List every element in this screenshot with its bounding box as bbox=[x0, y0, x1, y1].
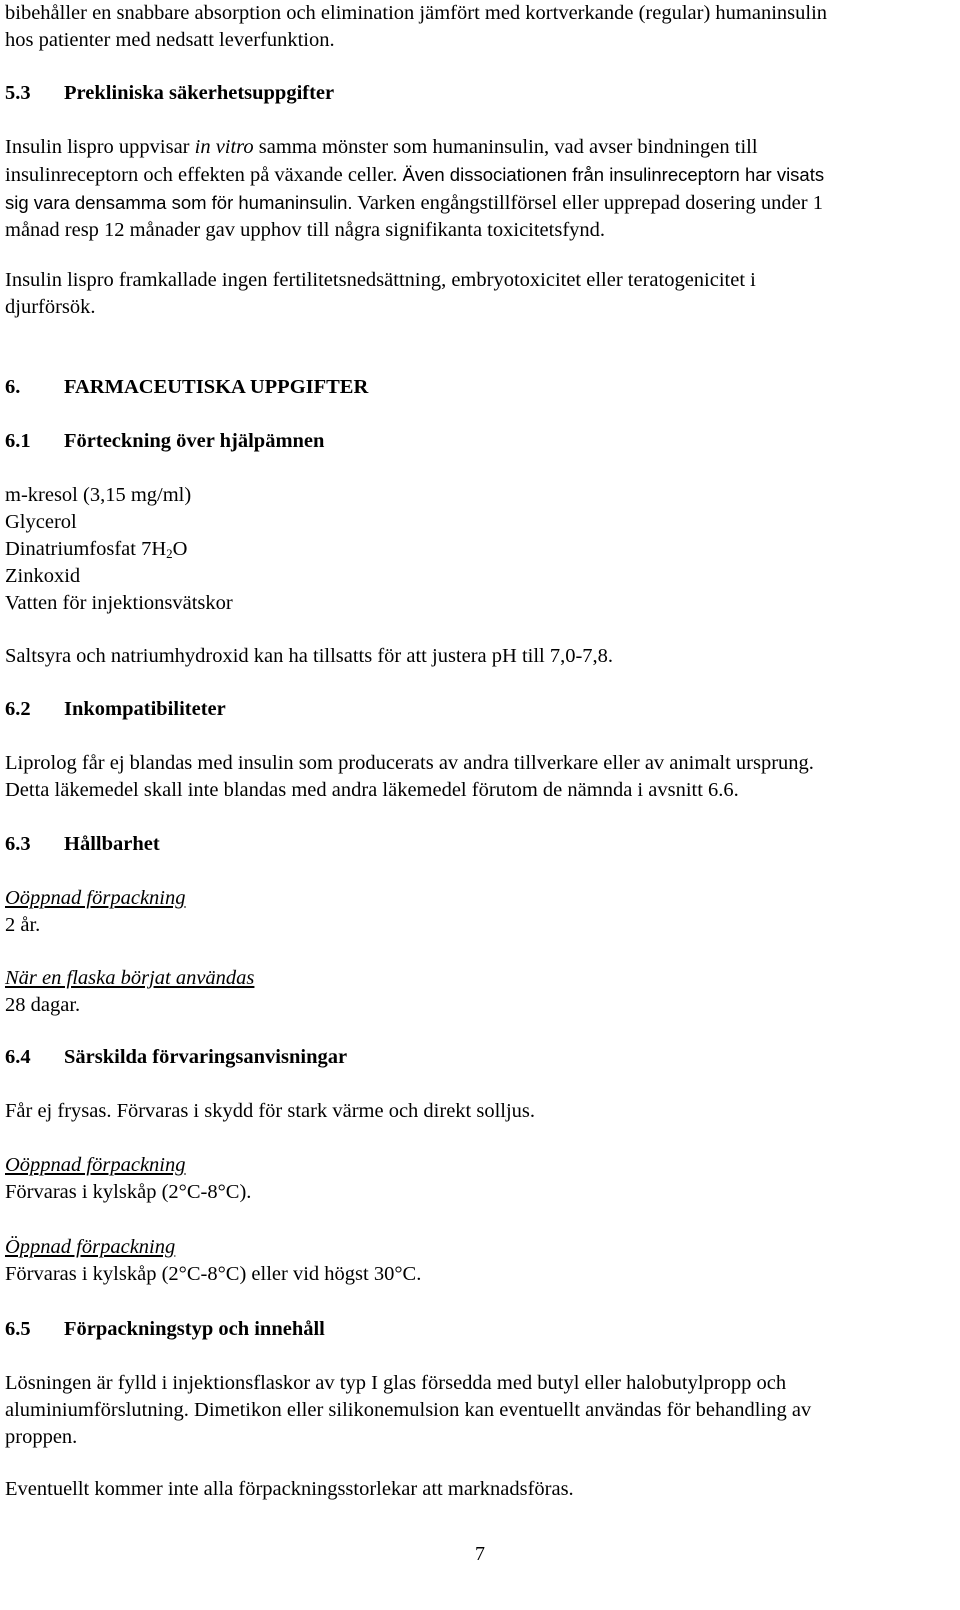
s53-p1-l3b: Varken engångstillförsel eller upprepad dosering under 1 bbox=[352, 192, 823, 214]
section-6-5-paragraph-1 bbox=[5, 1370, 811, 1451]
section-6-3-title: Hållbarhet bbox=[64, 833, 160, 855]
s65-p1-line-1: Lösningen är fylld i injektionsflaskor av typ I glas försedda med butyl eller halobutylpropp och bbox=[5, 1372, 787, 1394]
section-6-1-number: 6.1 bbox=[5, 430, 31, 452]
section-6-2-number: 6.2 bbox=[5, 698, 31, 720]
section-6-3-heading bbox=[5, 831, 160, 858]
section-6-number: 6. bbox=[5, 376, 21, 398]
excipient-item-3-main: Dinatriumfosfat 7H bbox=[5, 538, 167, 560]
intro-line-2: hos patienter med nedsatt leverfunktion. bbox=[5, 29, 335, 51]
section-6-2-heading bbox=[5, 696, 226, 723]
excipient-item: Zinkoxid bbox=[5, 565, 81, 587]
s53-p2-line-1: Insulin lispro framkallade ingen fertilitetsnedsättning, embryotoxicitet eller teratogenicitet i bbox=[5, 269, 756, 291]
s62-line-2: Detta läkemedel skall inte blandas med andra läkemedel förutom de nämnda i avsnitt 6.6. bbox=[5, 779, 739, 801]
section-6-5-paragraph-2: Eventuellt kommer inte alla förpackningsstorlekar att marknadsföras. bbox=[5, 1478, 574, 1500]
section-6-1-title: Förteckning över hjälpämnen bbox=[64, 430, 325, 452]
section-6-2-paragraph bbox=[5, 750, 814, 804]
excipient-item-3-subscript: 2 bbox=[166, 546, 173, 561]
shelf-life-in-use bbox=[5, 965, 254, 1019]
shelf-life-unopened-value: 2 år. bbox=[5, 914, 41, 936]
excipient-item: m-kresol (3,15 mg/ml) bbox=[5, 484, 192, 506]
s53-p1-line-2 bbox=[5, 161, 824, 189]
section-6-3-number: 6.3 bbox=[5, 833, 31, 855]
section-6-4-title: Särskilda förvaringsanvisningar bbox=[64, 1046, 348, 1068]
storage-unopened-value: Förvaras i kylskåp (2°C-8°C). bbox=[5, 1181, 252, 1203]
shelf-life-in-use-value: 28 dagar. bbox=[5, 994, 81, 1016]
section-5-3-paragraph-1 bbox=[5, 134, 824, 244]
s53-p1-line-3 bbox=[5, 189, 824, 217]
excipient-item: Glycerol bbox=[5, 511, 77, 533]
section-5-3-title: Prekliniska säkerhetsuppgifter bbox=[64, 82, 335, 104]
section-6-heading bbox=[5, 374, 368, 401]
s53-p1-l2b: Även dissociationen från insulinreceptorn har visats bbox=[402, 164, 825, 185]
intro-line-1: bibehåller en snabbare absorption och elimination jämfört med kortverkande (regular) humaninsulin bbox=[5, 2, 828, 24]
storage-unopened bbox=[5, 1152, 251, 1206]
s53-p2-line-2: djurförsök. bbox=[5, 296, 96, 318]
s53-p1-line-4: månad resp 12 månader gav upphov till några signifikanta toxicitetsfynd. bbox=[5, 219, 606, 241]
section-6-4-number: 6.4 bbox=[5, 1046, 31, 1068]
section-6-1-note: Saltsyra och natriumhydroxid kan ha tillsatts för att justera pH till 7,0-7,8. bbox=[5, 645, 614, 667]
excipient-item bbox=[5, 536, 233, 563]
s65-p1-line-3: proppen. bbox=[5, 1426, 78, 1448]
section-6-1-heading bbox=[5, 428, 324, 455]
section-6-title: FARMACEUTISKA UPPGIFTER bbox=[64, 376, 369, 398]
section-6-5-number: 6.5 bbox=[5, 1318, 31, 1340]
s53-p1-italic: in vitro bbox=[194, 136, 254, 158]
s65-p1-line-2: aluminiumförslutning. Dimetikon eller silikonemulsion kan eventuellt användas för behandling av bbox=[5, 1399, 812, 1421]
s53-p1-l1a: Insulin lispro uppvisar bbox=[5, 136, 195, 158]
intro-paragraph bbox=[5, 0, 827, 54]
storage-unopened-label: Oöppnad förpackning bbox=[5, 1154, 186, 1176]
shelf-life-unopened bbox=[5, 885, 186, 939]
s53-p1-l1b: samma mönster som humaninsulin, vad avser bindningen till bbox=[253, 136, 758, 158]
section-6-5-heading bbox=[5, 1316, 325, 1343]
s62-line-1: Liprolog får ej blandas med insulin som producerats av andra tillverkare eller av animalt ursprung. bbox=[5, 752, 814, 774]
shelf-life-in-use-label: När en flaska börjat användas bbox=[5, 967, 255, 989]
storage-general: Får ej frysas. Förvaras i skydd för stark värme och direkt solljus. bbox=[5, 1100, 536, 1122]
excipient-item: Vatten för injektionsvätskor bbox=[5, 592, 233, 614]
section-5-3-number: 5.3 bbox=[5, 82, 31, 104]
s53-p1-l2a: insulinreceptorn och effekten på växande celler. bbox=[5, 164, 403, 186]
storage-opened-label: Öppnad förpackning bbox=[5, 1236, 176, 1258]
section-5-3-paragraph-2 bbox=[5, 267, 756, 321]
section-5-3-heading bbox=[5, 80, 334, 107]
excipient-list bbox=[5, 482, 233, 617]
section-6-2-title: Inkompatibiliteter bbox=[64, 698, 226, 720]
storage-opened-value: Förvaras i kylskåp (2°C-8°C) eller vid högst 30°C. bbox=[5, 1263, 422, 1285]
s53-p1-line-1 bbox=[5, 134, 824, 161]
shelf-life-unopened-label: Oöppnad förpackning bbox=[5, 887, 186, 909]
s53-p1-l3a: sig vara densamma som för humaninsulin. bbox=[5, 192, 353, 213]
page-number: 7 bbox=[475, 1543, 485, 1565]
section-6-4-heading bbox=[5, 1044, 347, 1071]
storage-opened bbox=[5, 1234, 421, 1288]
excipient-item-3-end: O bbox=[172, 538, 188, 560]
section-6-5-title: Förpackningstyp och innehåll bbox=[64, 1318, 325, 1340]
